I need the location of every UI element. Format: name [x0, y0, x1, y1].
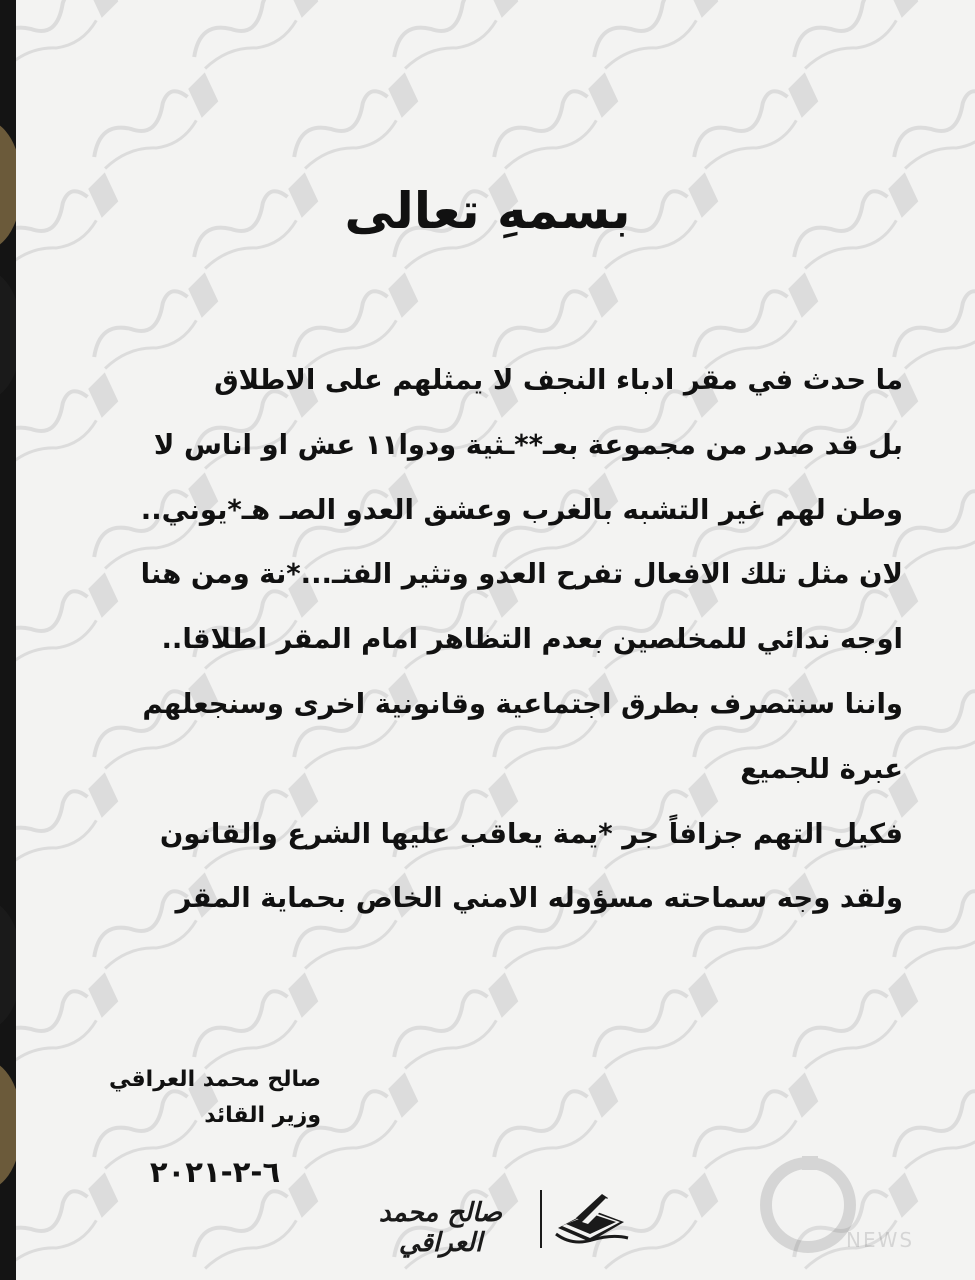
book-quill-icon	[552, 1188, 632, 1250]
body-line: واننا سنتصرف بطرق اجتماعية وقانونية اخرى وسنجعلهم	[142, 687, 903, 720]
signature-name: صالح محمد العراقي	[109, 1067, 321, 1092]
body-line: اوجه ندائي للمخلصين بعدم التظاهر امام المقر اطلاقا..	[161, 623, 903, 656]
logo-calligraphy-text: صالح محمد العراقي	[378, 1198, 503, 1258]
body-line: وطن لهم غير التشبه بالغرب وعشق العدو الصـ هـ*يوني..	[140, 493, 903, 526]
body-line: فكيل التهم جزافاً جر *يمة يعاقب عليها الشرع والقانون	[159, 817, 903, 850]
calligraphy-logo	[340, 1182, 640, 1262]
corner-news-watermark	[758, 1150, 958, 1270]
signature-date: ٦-٢-٢٠٢١	[149, 1155, 281, 1189]
body-line: بل قد صدر من مجموعة بعـ**ـثية ودوا١١ عش او اناس لا	[153, 428, 903, 461]
body-line: ولقد وجه سماحته مسؤوله الامني الخاص بحماية المقر	[175, 882, 903, 915]
document-title: بسمهِ تعالى	[344, 182, 631, 240]
signature-block	[109, 1062, 321, 1192]
body-line: ما حدث في مقر ادباء النجف لا يمثلهم على الاطلاق	[214, 364, 903, 396]
body-line: عبرة للجميع	[740, 752, 903, 785]
body-line: لان مثل تلك الافعال تفرح العدو وتثير الفتـ...*نة ومن هنا	[140, 558, 903, 591]
corner-news-text: NEWS	[846, 1228, 915, 1252]
logo-divider	[540, 1190, 542, 1248]
signature-title: وزير القائد	[204, 1103, 321, 1128]
document-body	[33, 354, 903, 937]
